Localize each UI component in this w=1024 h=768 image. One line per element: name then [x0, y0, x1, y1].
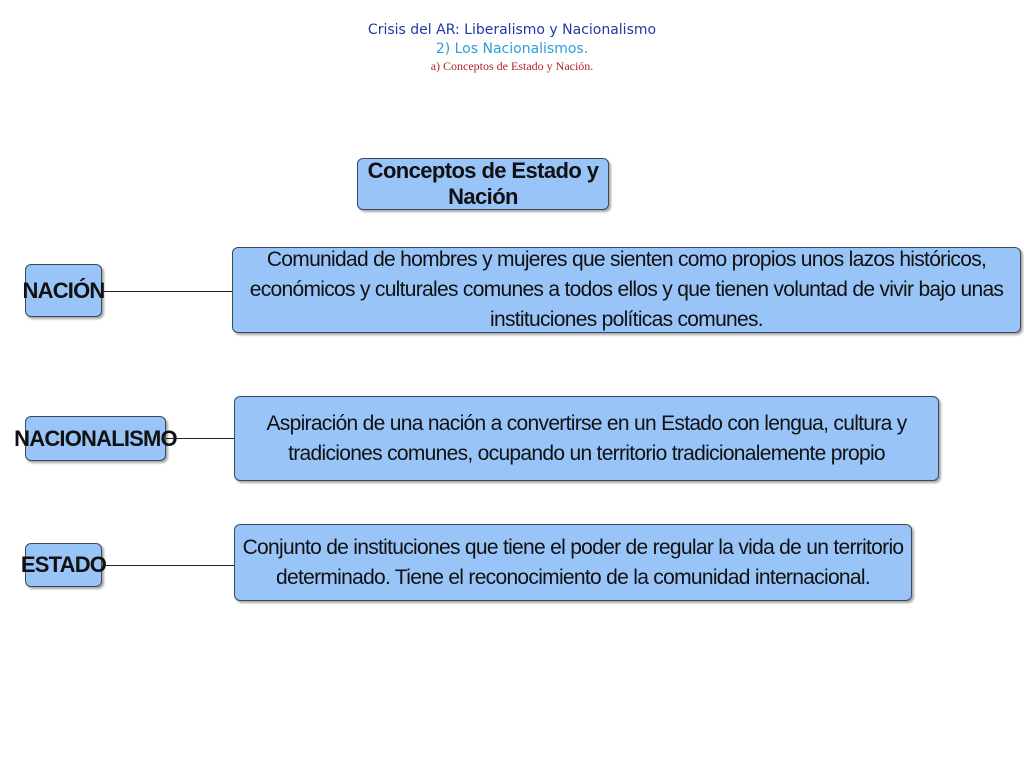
slide-subtitle: 2) Los Nacionalismos.	[435, 41, 589, 57]
slide-title: Crisis del AR: Liberalismo y Nacionalismo	[367, 22, 657, 38]
slide-section: a) Conceptos de Estado y Nación.	[430, 59, 594, 73]
concept-definition-box-nacion	[232, 247, 1021, 333]
concept-label-box-nacion	[22, 264, 105, 317]
concept-label-nacionalismo: NACIONALISMO	[14, 425, 177, 451]
concept-definition-nacion: Comunidad de hombres y mujeres que sienten como propios unos lazos históricos, económicos y culturales comunes a todos ellos y que tienen voluntad de vivir bajo unas instituciones políticas comunes.	[249, 248, 1004, 331]
concept-label-estado: ESTADO	[20, 552, 107, 577]
concept-definition-estado: Conjunto de instituciones que tiene el poder de regular la vida de un territorio determinado. Tiene el reconocimiento de la comunidad internacional.	[242, 535, 904, 589]
central-concept-label: Conceptos de Estado y Nación	[367, 158, 599, 209]
slide-header	[0, 20, 1024, 74]
concept-definition-nacionalismo: Aspiración de una nación a convertirse en un Estado con lengua, cultura y tradiciones comunes, ocupando un territorio tradicionalemente propio	[266, 411, 907, 465]
concept-label-box-estado	[20, 543, 107, 587]
concept-label-box-nacionalismo	[14, 416, 177, 461]
central-concept-box	[357, 158, 609, 210]
connector-line-nacion	[102, 291, 232, 292]
connector-line-nacionalismo	[166, 438, 234, 439]
connector-line-estado	[102, 565, 234, 566]
concept-definition-box-nacionalismo	[234, 396, 939, 481]
concept-label-nacion: NACIÓN	[22, 277, 105, 303]
concept-definition-box-estado	[234, 524, 912, 601]
